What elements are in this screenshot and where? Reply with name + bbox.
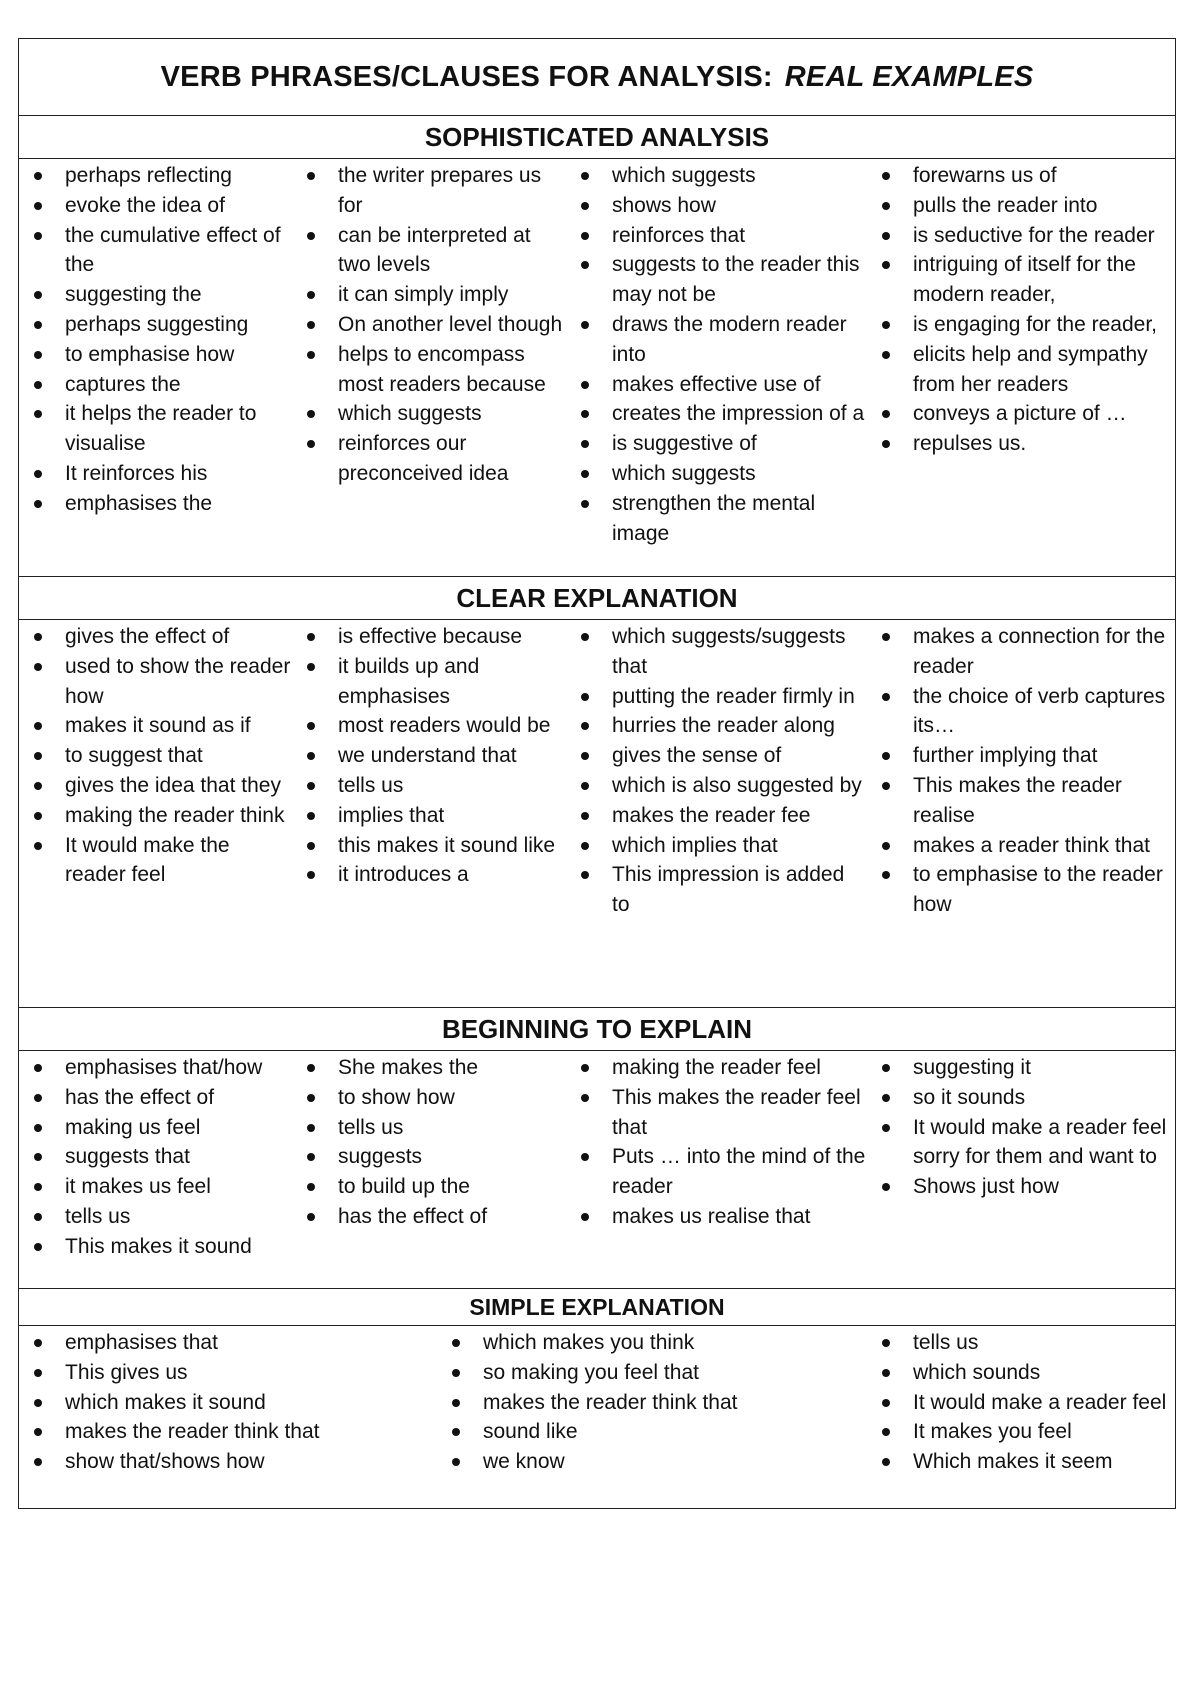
list-item: to emphasise how (19, 340, 291, 370)
list-item: perhaps reflecting (19, 161, 291, 191)
list-item: suggests that (19, 1142, 291, 1172)
list-item: further implying that (867, 741, 1175, 771)
list-item: it introduces a (292, 860, 564, 890)
phrase-list (19, 161, 291, 519)
list-item: emphasises that/how (19, 1053, 291, 1083)
column (292, 1053, 564, 1232)
section-body-clear (19, 620, 1175, 1008)
list-item: making us feel (19, 1113, 291, 1143)
list-item: which makes you think (437, 1328, 857, 1358)
list-item: Shows just how (867, 1172, 1175, 1202)
list-item: It reinforces his (19, 459, 291, 489)
list-item: It would make a reader feel sorry for them and want to (867, 1113, 1175, 1173)
column (566, 161, 866, 548)
column (19, 161, 291, 519)
phrase-list (867, 622, 1175, 920)
list-item: perhaps suggesting (19, 310, 291, 340)
list-item: This gives us (19, 1358, 429, 1388)
phrase-list (566, 161, 866, 548)
list-item: suggesting it (867, 1053, 1175, 1083)
list-item: to show how (292, 1083, 564, 1113)
list-item: so making you feel that (437, 1358, 857, 1388)
list-item: putting the reader firmly in (566, 682, 866, 712)
list-item: It would make the reader feel (19, 831, 291, 891)
list-item: elicits help and sympathy from her readers (867, 340, 1175, 400)
list-item: emphasises the (19, 489, 291, 519)
section-heading-beginning: BEGINNING TO EXPLAIN (19, 1008, 1175, 1051)
list-item: so it sounds (867, 1083, 1175, 1113)
list-item: which suggests/suggests that (566, 622, 866, 682)
column (867, 1328, 1175, 1477)
section-heading-clear: CLEAR EXPLANATION (19, 577, 1175, 620)
phrase-list (566, 622, 866, 920)
list-item: which is also suggested by (566, 771, 866, 801)
list-item: we understand that (292, 741, 564, 771)
list-item: it helps the reader to visualise (19, 399, 291, 459)
list-item: tells us (292, 1113, 564, 1143)
phrase-list (566, 1053, 866, 1232)
list-item: reinforces that (566, 221, 866, 251)
list-item: makes a connection for the reader (867, 622, 1175, 682)
list-item: This makes the reader feel that (566, 1083, 866, 1143)
title-main: VERB PHRASES/CLAUSES FOR ANALYSIS: (160, 60, 773, 93)
section-heading-sophisticated: SOPHISTICATED ANALYSIS (19, 116, 1175, 159)
section-body-beginning (19, 1051, 1175, 1289)
phrase-list (292, 1053, 564, 1232)
list-item: has the effect of (292, 1202, 564, 1232)
column (19, 1053, 291, 1262)
list-item: gives the idea that they (19, 771, 291, 801)
phrase-list (867, 1328, 1175, 1477)
list-item: show that/shows how (19, 1447, 429, 1477)
list-item: we know (437, 1447, 857, 1477)
list-item: Which makes it seem (867, 1447, 1175, 1477)
list-item: evoke the idea of (19, 191, 291, 221)
analysis-table (18, 38, 1176, 1509)
list-item: making the reader feel (566, 1053, 866, 1083)
list-item: suggesting the (19, 280, 291, 310)
phrase-list (867, 1053, 1175, 1202)
phrase-list (19, 622, 291, 890)
phrase-list (292, 622, 564, 890)
column (19, 1328, 429, 1477)
list-item: is effective because (292, 622, 564, 652)
list-item: making the reader think (19, 801, 291, 831)
list-item: This makes the reader realise (867, 771, 1175, 831)
list-item: used to show the reader how (19, 652, 291, 712)
list-item: tells us (867, 1328, 1175, 1358)
list-item: has the effect of (19, 1083, 291, 1113)
list-item: creates the impression of a (566, 399, 866, 429)
list-item: reinforces our preconceived idea (292, 429, 564, 489)
phrase-list (437, 1328, 857, 1477)
list-item: helps to encompass most readers because (292, 340, 564, 400)
list-item: it makes us feel (19, 1172, 291, 1202)
list-item: can be interpreted at two levels (292, 221, 564, 281)
column (19, 622, 291, 890)
column (566, 1053, 866, 1232)
section-body-simple (19, 1326, 1175, 1508)
list-item: intriguing of itself for the modern reader, (867, 250, 1175, 310)
list-item: forewarns us of (867, 161, 1175, 191)
list-item: sound like (437, 1417, 857, 1447)
column (867, 161, 1175, 459)
list-item: It makes you feel (867, 1417, 1175, 1447)
list-item: This impression is added to (566, 860, 866, 920)
column (867, 622, 1175, 920)
list-item: emphasises that (19, 1328, 429, 1358)
list-item: It would make a reader feel (867, 1388, 1175, 1418)
phrase-list (292, 161, 564, 489)
phrase-list (19, 1053, 291, 1262)
list-item: draws the modern reader into (566, 310, 866, 370)
list-item: implies that (292, 801, 564, 831)
list-item: She makes the (292, 1053, 564, 1083)
list-item: This makes it sound (19, 1232, 291, 1262)
list-item: Puts … into the mind of the reader (566, 1142, 866, 1202)
list-item: suggests to the reader this may not be (566, 250, 866, 310)
section-heading-simple: SIMPLE EXPLANATION (19, 1289, 1175, 1326)
list-item: makes the reader fee (566, 801, 866, 831)
list-item: is seductive for the reader (867, 221, 1175, 251)
list-item: gives the effect of (19, 622, 291, 652)
list-item: the cumulative effect of the (19, 221, 291, 281)
list-item: it builds up and emphasises (292, 652, 564, 712)
list-item: conveys a picture of … (867, 399, 1175, 429)
list-item: strengthen the mental image (566, 489, 866, 549)
list-item: pulls the reader into (867, 191, 1175, 221)
list-item: tells us (292, 771, 564, 801)
list-item: makes it sound as if (19, 711, 291, 741)
list-item: hurries the reader along (566, 711, 866, 741)
list-item: makes the reader think that (19, 1417, 429, 1447)
column (867, 1053, 1175, 1202)
column (437, 1328, 857, 1477)
list-item: is engaging for the reader, (867, 310, 1175, 340)
phrase-list (19, 1328, 429, 1477)
list-item: which suggests (566, 459, 866, 489)
column (292, 161, 564, 489)
list-item: On another level though (292, 310, 564, 340)
list-item: suggests (292, 1142, 564, 1172)
title-emphasis: REAL EXAMPLES (784, 60, 1034, 93)
list-item: to build up the (292, 1172, 564, 1202)
list-item: shows how (566, 191, 866, 221)
list-item: most readers would be (292, 711, 564, 741)
list-item: the choice of verb captures its… (867, 682, 1175, 742)
list-item: which suggests (566, 161, 866, 191)
list-item: makes the reader think that (437, 1388, 857, 1418)
list-item: makes a reader think that (867, 831, 1175, 861)
list-item: makes us realise that (566, 1202, 866, 1232)
list-item: which suggests (292, 399, 564, 429)
section-body-sophisticated (19, 159, 1175, 577)
list-item: this makes it sound like (292, 831, 564, 861)
list-item: repulses us. (867, 429, 1175, 459)
list-item: gives the sense of (566, 741, 866, 771)
list-item: makes effective use of (566, 370, 866, 400)
list-item: the writer prepares us for (292, 161, 564, 221)
list-item: is suggestive of (566, 429, 866, 459)
list-item: to emphasise to the reader how (867, 860, 1175, 920)
page-title (19, 39, 1175, 116)
column (292, 622, 564, 890)
phrase-list (867, 161, 1175, 459)
list-item: which sounds (867, 1358, 1175, 1388)
column (566, 622, 866, 920)
list-item: tells us (19, 1202, 291, 1232)
list-item: which implies that (566, 831, 866, 861)
list-item: it can simply imply (292, 280, 564, 310)
list-item: which makes it sound (19, 1388, 429, 1418)
list-item: captures the (19, 370, 291, 400)
list-item: to suggest that (19, 741, 291, 771)
